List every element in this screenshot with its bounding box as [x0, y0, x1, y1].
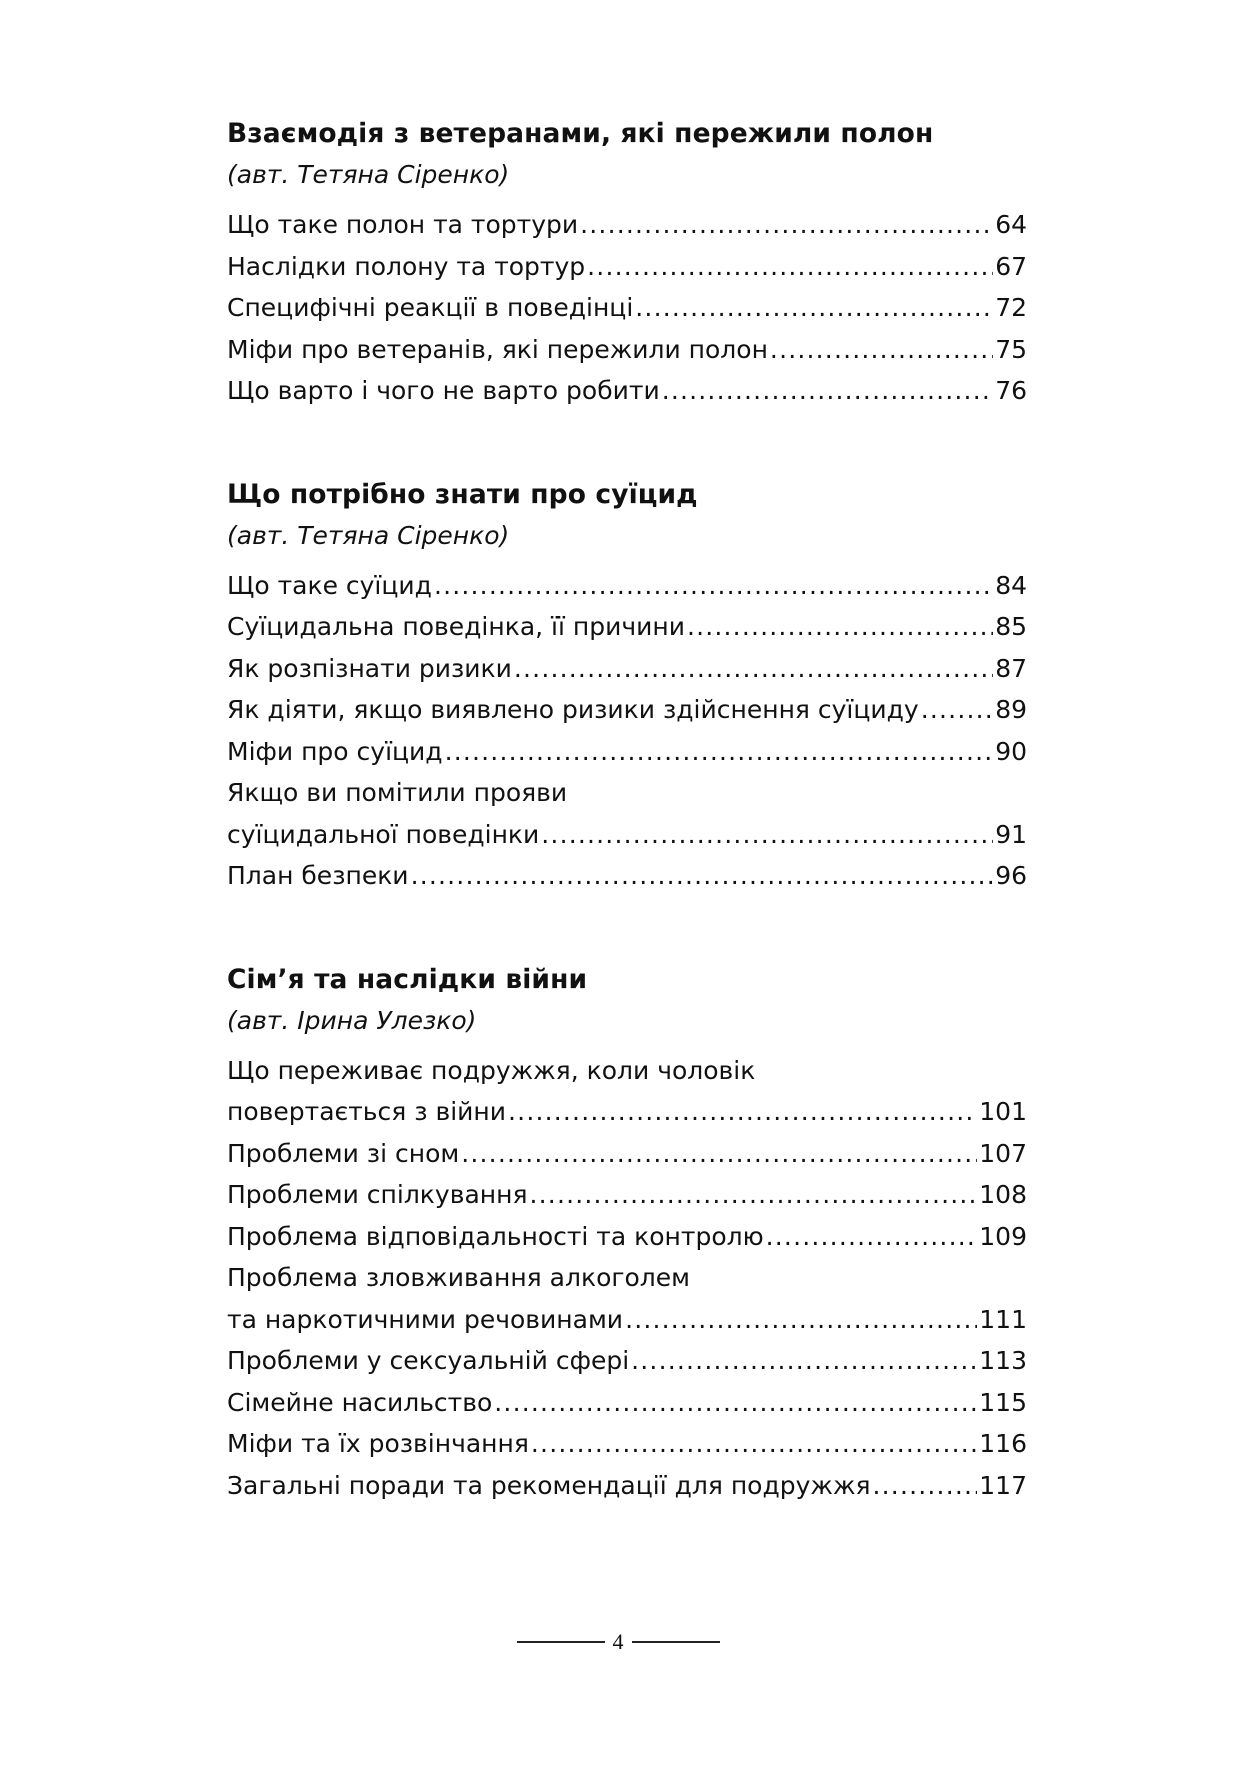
toc-entry-page: 84 — [995, 570, 1027, 600]
toc-entry-title: суїцидальної поведінки — [227, 819, 540, 849]
toc-entry[interactable] — [227, 772, 1027, 855]
toc-entry-page: 117 — [979, 1470, 1027, 1500]
toc-entry-title: Проблеми спілкування — [227, 1180, 528, 1209]
toc-entry[interactable] — [227, 1050, 1027, 1133]
page-footer — [0, 1630, 1236, 1654]
dot-leader — [514, 648, 993, 690]
toc-entry[interactable] — [227, 1257, 1027, 1340]
toc-entry-title: Як діяти, якщо виявлено ризики здійснення суїциду — [227, 695, 919, 724]
dot-leader — [445, 731, 994, 773]
toc-entry[interactable] — [227, 606, 1027, 648]
footer-rule-right — [632, 1641, 720, 1643]
toc-entry[interactable] — [227, 1465, 1027, 1507]
toc-entry-title: Що таке суїцид — [227, 570, 432, 600]
toc-entry-page: 75 — [995, 334, 1027, 364]
toc-section — [227, 475, 1027, 897]
dot-leader — [625, 1299, 977, 1341]
toc-section — [227, 960, 1027, 1507]
dot-leader — [662, 370, 993, 412]
toc-entry-title: та наркотичними речовинами — [227, 1304, 624, 1334]
section-author: (авт. Тетяна Сіренко) — [227, 160, 510, 189]
table-of-contents — [227, 114, 1027, 1569]
toc-entry-title: Проблеми зі сном — [227, 1138, 460, 1168]
dot-leader — [921, 689, 993, 731]
dot-leader — [587, 246, 993, 288]
dot-leader — [461, 1133, 977, 1175]
toc-entry-page: 101 — [979, 1097, 1027, 1126]
dot-leader — [580, 204, 993, 246]
footer-rule-left — [517, 1641, 605, 1643]
toc-entry-page: 89 — [995, 695, 1027, 724]
toc-entry-page: 87 — [995, 653, 1027, 683]
dot-leader — [541, 814, 993, 856]
dot-leader — [531, 1423, 977, 1465]
page-number: 4 — [612, 1629, 624, 1654]
toc-entry-title: Проблеми у сексуальній сфері — [227, 1346, 630, 1375]
toc-entry[interactable] — [227, 287, 1027, 329]
dot-leader — [766, 1216, 978, 1258]
section-title: Сім’я та наслідки війни — [227, 963, 588, 995]
toc-entry[interactable] — [227, 1216, 1027, 1258]
dot-leader — [635, 287, 993, 329]
toc-entry[interactable] — [227, 204, 1027, 246]
dot-leader — [508, 1091, 977, 1133]
toc-entry-title: Проблема відповідальності та контролю — [227, 1221, 764, 1251]
dot-leader — [631, 1340, 977, 1382]
dot-leader — [494, 1382, 977, 1424]
toc-entry-page: 64 — [995, 210, 1027, 239]
toc-entry-page: 67 — [995, 251, 1027, 281]
toc-entry-title: Міфи про суїцид — [227, 736, 443, 766]
toc-entry-page: 85 — [995, 612, 1027, 641]
toc-entry[interactable] — [227, 648, 1027, 690]
toc-entry[interactable] — [227, 855, 1027, 897]
toc-entry-page: 90 — [995, 736, 1027, 766]
toc-entry[interactable] — [227, 565, 1027, 607]
toc-entry-title-line1: Що переживає подружжя, коли чоловік — [227, 1055, 756, 1085]
dot-leader — [687, 606, 993, 648]
toc-entry[interactable] — [227, 1133, 1027, 1175]
toc-entry-title: Наслідки полону та тортур — [227, 251, 586, 281]
toc-entry-page: 107 — [979, 1138, 1027, 1168]
toc-entry-title: Як розпізнати ризики — [227, 653, 512, 683]
toc-entry-title: повертається з війни — [227, 1097, 507, 1126]
dot-leader — [434, 565, 993, 607]
toc-entry-title: Що варто і чого не варто робити — [227, 376, 660, 405]
toc-entry-page: 115 — [979, 1387, 1027, 1417]
toc-entry-page: 76 — [995, 376, 1027, 405]
toc-entry-page: 109 — [979, 1221, 1027, 1251]
toc-entry-page: 111 — [979, 1304, 1027, 1334]
dot-leader — [411, 855, 994, 897]
toc-entry-page: 108 — [979, 1180, 1027, 1209]
toc-entry-title: Сімейне насильство — [227, 1387, 493, 1417]
toc-entry[interactable] — [227, 1174, 1027, 1216]
toc-entry[interactable] — [227, 329, 1027, 371]
toc-entry-title: Суїцидальна поведінка, її причини — [227, 612, 685, 641]
toc-entry[interactable] — [227, 370, 1027, 412]
toc-entry-page: 96 — [995, 861, 1027, 890]
dot-leader — [770, 329, 993, 371]
toc-entry-page: 91 — [995, 819, 1027, 849]
toc-entry[interactable] — [227, 1382, 1027, 1424]
toc-entry-title: Загальні поради та рекомендації для подружжя — [227, 1470, 871, 1500]
toc-entry[interactable] — [227, 731, 1027, 773]
toc-entry-title-line1: Якщо ви помітили прояви — [227, 778, 568, 807]
toc-entry-title: Міфи та їх розвінчання — [227, 1429, 529, 1458]
toc-entry-title: Специфічні реакції в поведінці — [227, 293, 634, 322]
section-title: Взаємодія з ветеранами, які пережили полон — [227, 118, 934, 149]
toc-entry-page: 116 — [979, 1429, 1027, 1458]
toc-entry[interactable] — [227, 689, 1027, 731]
toc-entry[interactable] — [227, 246, 1027, 288]
toc-entry-title: Міфи про ветеранів, які пережили полон — [227, 334, 768, 364]
toc-entry-title: План безпеки — [227, 861, 409, 890]
dot-leader — [530, 1174, 978, 1216]
section-title: Що потрібно знати про суїцид — [227, 478, 698, 510]
toc-entry[interactable] — [227, 1423, 1027, 1465]
toc-entry-title: Що таке полон та тортури — [227, 210, 579, 239]
toc-entry-title-line1: Проблема зловживання алкоголем — [227, 1263, 691, 1292]
toc-entry[interactable] — [227, 1340, 1027, 1382]
toc-section — [227, 114, 1027, 412]
toc-entry-page: 72 — [995, 293, 1027, 322]
dot-leader — [873, 1465, 978, 1507]
toc-entry-page: 113 — [979, 1346, 1027, 1375]
section-author: (авт. Тетяна Сіренко) — [227, 520, 510, 550]
section-author: (авт. Ірина Улезко) — [227, 1005, 477, 1035]
